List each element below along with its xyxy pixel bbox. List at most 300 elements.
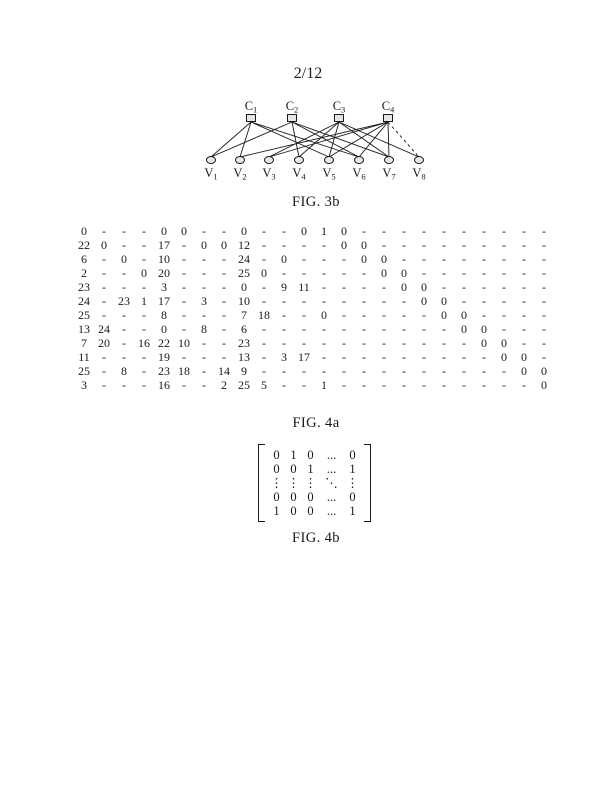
check-node	[335, 115, 344, 122]
matrix-row	[74, 252, 554, 266]
matrix-cell: -	[222, 336, 226, 350]
matrix-cell: -	[262, 294, 266, 308]
matrix-cell: -	[262, 336, 266, 350]
matrix-cell: -	[542, 308, 546, 322]
matrix-cell: -	[122, 336, 126, 350]
check-node-label: $C_2$	[285, 99, 299, 115]
matrix-cell: 0	[541, 364, 547, 378]
matrix-cell: 0	[181, 224, 187, 238]
matrix-cell: -	[382, 364, 386, 378]
matrix-cell: -	[302, 364, 306, 378]
edge	[292, 122, 299, 157]
matrix-cell: 19	[158, 350, 170, 364]
matrix-cell: ⋮	[287, 476, 300, 490]
matrix-cell: 23	[238, 336, 250, 350]
matrix-row	[268, 462, 361, 476]
matrix-row	[74, 322, 554, 336]
matrix-cell: -	[142, 280, 146, 294]
matrix-cell: -	[262, 224, 266, 238]
matrix-cell: -	[462, 294, 466, 308]
matrix-row	[74, 224, 554, 238]
matrix-cell: 25	[238, 266, 250, 280]
matrix-cell: 1	[141, 294, 147, 308]
matrix-cell: -	[362, 280, 366, 294]
matrix-cell: 10	[178, 336, 190, 350]
matrix-cell: -	[542, 322, 546, 336]
matrix-cell: -	[262, 322, 266, 336]
matrix-cell: 0	[161, 322, 167, 336]
variable-node-label: $V_7$	[382, 166, 396, 182]
matrix-cell: -	[402, 350, 406, 364]
matrix-cell: -	[302, 266, 306, 280]
variable-node-label: $V_8$	[412, 166, 426, 182]
matrix-cell: -	[202, 280, 206, 294]
matrix-cell: -	[362, 364, 366, 378]
check-node-label: $C_4$	[381, 99, 395, 115]
matrix-cell: 0	[201, 238, 207, 252]
matrix-cell: -	[402, 238, 406, 252]
matrix-cell: -	[422, 224, 426, 238]
matrix-row	[268, 504, 361, 518]
matrix-cell: -	[282, 294, 286, 308]
matrix-cell: -	[502, 322, 506, 336]
matrix-cell: 0	[501, 336, 507, 350]
matrix-cell: 0	[307, 504, 314, 518]
matrix-cell: 0	[161, 224, 167, 238]
matrix-cell: 0	[141, 266, 147, 280]
variable-node	[415, 157, 424, 164]
matrix-cell: -	[542, 350, 546, 364]
matrix-row	[74, 378, 554, 392]
matrix-cell: 0	[441, 308, 447, 322]
matrix-cell: 23	[78, 280, 90, 294]
matrix-cell: -	[282, 364, 286, 378]
matrix-cell: -	[482, 252, 486, 266]
matrix-cell: -	[362, 322, 366, 336]
matrix-cell: -	[282, 238, 286, 252]
matrix-cell: 0	[273, 462, 280, 476]
matrix-cell: -	[142, 252, 146, 266]
matrix-cell: 20	[98, 336, 110, 350]
matrix-cell: 16	[158, 378, 170, 392]
matrix-cell: 0	[461, 322, 467, 336]
matrix-cell: -	[522, 308, 526, 322]
matrix-cell: -	[342, 266, 346, 280]
matrix-cell: -	[182, 294, 186, 308]
matrix-cell: -	[202, 252, 206, 266]
matrix-cell: -	[542, 336, 546, 350]
matrix-cell: -	[202, 350, 206, 364]
matrix-cell: -	[182, 280, 186, 294]
left-bracket	[258, 444, 265, 522]
matrix-cell: 3	[281, 350, 287, 364]
matrix-cell: -	[342, 308, 346, 322]
variable-node-label: $V_1$	[204, 166, 218, 182]
matrix-cell: -	[482, 294, 486, 308]
matrix-cell: -	[402, 252, 406, 266]
matrix-cell: 0	[349, 448, 356, 462]
matrix-row	[268, 448, 361, 462]
variable-node	[325, 157, 334, 164]
matrix-cell: -	[102, 378, 106, 392]
matrix-cell: -	[122, 308, 126, 322]
matrix-cell: -	[222, 280, 226, 294]
matrix-cell: 0	[321, 308, 327, 322]
matrix-cell: -	[442, 322, 446, 336]
matrix-cell: 0	[441, 294, 447, 308]
matrix-cell: -	[502, 280, 506, 294]
matrix-cell: -	[542, 266, 546, 280]
matrix-cell: -	[222, 224, 226, 238]
check-node	[288, 115, 297, 122]
matrix-cell: -	[542, 252, 546, 266]
matrix-cell: 8	[201, 322, 207, 336]
matrix-cell: ⋮	[304, 476, 317, 490]
matrix-cell: -	[342, 364, 346, 378]
matrix-cell: -	[382, 322, 386, 336]
matrix-cell: -	[282, 336, 286, 350]
matrix-cell: ⋮	[346, 476, 359, 490]
check-node	[384, 115, 393, 122]
matrix-cell: 3	[161, 280, 167, 294]
matrix-cell: 20	[158, 266, 170, 280]
matrix-cell: -	[342, 252, 346, 266]
matrix-cell: -	[442, 336, 446, 350]
edge	[388, 122, 389, 157]
matrix-cell: -	[302, 238, 306, 252]
matrix-cell: 0	[101, 238, 107, 252]
matrix-cell: -	[422, 266, 426, 280]
matrix-cell: -	[462, 336, 466, 350]
matrix-cell: 18	[178, 364, 190, 378]
matrix-cell: -	[462, 224, 466, 238]
matrix-cell: -	[322, 252, 326, 266]
matrix-cell: -	[442, 364, 446, 378]
matrix-cell: ...	[326, 462, 337, 476]
matrix-cell: -	[362, 224, 366, 238]
matrix-cell: -	[322, 322, 326, 336]
matrix-cell: -	[422, 350, 426, 364]
matrix-cell: 14	[218, 364, 230, 378]
matrix-cell: 16	[138, 336, 150, 350]
matrix-cell: ...	[326, 504, 337, 518]
matrix-row	[74, 308, 554, 322]
matrix-cell: -	[382, 378, 386, 392]
matrix-cell: 0	[121, 252, 127, 266]
matrix-cell: -	[102, 294, 106, 308]
matrix-cell: -	[442, 378, 446, 392]
matrix-cell: 11	[298, 280, 310, 294]
matrix-cell: -	[502, 308, 506, 322]
matrix-cell: -	[522, 294, 526, 308]
matrix-cell: -	[182, 378, 186, 392]
matrix-cell: 6	[81, 252, 87, 266]
matrix-cell: 0	[273, 490, 280, 504]
matrix-cell: ⋮	[270, 476, 283, 490]
matrix-cell: -	[362, 266, 366, 280]
fig3b-caption: FIG. 3b	[292, 194, 340, 210]
matrix-cell: 23	[158, 364, 170, 378]
matrix-row	[74, 238, 554, 252]
matrix-cell: -	[402, 322, 406, 336]
variable-node	[236, 157, 245, 164]
matrix-cell: 0	[481, 336, 487, 350]
matrix-cell: -	[182, 350, 186, 364]
matrix-cell: 17	[158, 294, 170, 308]
matrix-cell: -	[142, 378, 146, 392]
matrix-cell: -	[102, 350, 106, 364]
fig4b-matrix	[258, 444, 371, 522]
matrix-cell: -	[382, 238, 386, 252]
matrix-cell: -	[222, 294, 226, 308]
matrix-cell: -	[322, 280, 326, 294]
matrix-cell: -	[522, 336, 526, 350]
matrix-cell: 0	[381, 266, 387, 280]
matrix-cell: 0	[401, 280, 407, 294]
matrix-cell: -	[322, 266, 326, 280]
matrix-row	[74, 336, 554, 350]
matrix-cell: -	[222, 266, 226, 280]
matrix-row	[268, 490, 361, 504]
matrix-cell: 7	[81, 336, 87, 350]
matrix-cell: -	[482, 266, 486, 280]
matrix-cell: 0	[307, 490, 314, 504]
matrix-cell: -	[342, 322, 346, 336]
matrix-cell: -	[482, 224, 486, 238]
matrix-cell: -	[302, 378, 306, 392]
page-number: 2/12	[293, 65, 323, 82]
matrix-cell: -	[222, 322, 226, 336]
matrix-cell: -	[482, 280, 486, 294]
fig4a-matrix	[74, 224, 554, 392]
variable-node	[385, 157, 394, 164]
matrix-cell: -	[442, 252, 446, 266]
matrix-cell: -	[322, 364, 326, 378]
matrix-cell: ...	[326, 448, 337, 462]
matrix-cell: 1	[290, 448, 297, 462]
matrix-cell: -	[302, 336, 306, 350]
matrix-cell: -	[502, 224, 506, 238]
matrix-cell: 12	[238, 238, 250, 252]
matrix-cell: 22	[78, 238, 90, 252]
matrix-cell: -	[322, 336, 326, 350]
matrix-cell: 23	[118, 294, 130, 308]
matrix-cell: -	[282, 224, 286, 238]
matrix-cell: 0	[521, 350, 527, 364]
matrix-cell: 9	[281, 280, 287, 294]
matrix-cell: -	[482, 364, 486, 378]
matrix-cell: -	[342, 350, 346, 364]
matrix-cell: -	[302, 308, 306, 322]
matrix-cell: -	[342, 294, 346, 308]
matrix-row	[268, 476, 361, 490]
matrix-cell: -	[462, 378, 466, 392]
matrix-cell: 0	[401, 266, 407, 280]
matrix-cell: 1	[321, 378, 327, 392]
matrix-cell: -	[402, 336, 406, 350]
matrix-cell: 11	[78, 350, 90, 364]
matrix-cell: -	[262, 280, 266, 294]
matrix-cell: -	[482, 378, 486, 392]
matrix-cell: -	[402, 364, 406, 378]
matrix-cell: -	[422, 252, 426, 266]
matrix-cell: -	[382, 350, 386, 364]
matrix-cell: -	[182, 266, 186, 280]
check-node-label: $C_3$	[332, 99, 346, 115]
matrix-cell: -	[502, 266, 506, 280]
matrix-cell: -	[362, 336, 366, 350]
matrix-cell: -	[322, 294, 326, 308]
matrix-cell: 9	[241, 364, 247, 378]
matrix-cell: 0	[290, 504, 297, 518]
matrix-cell: -	[442, 266, 446, 280]
matrix-cell: 10	[238, 294, 250, 308]
matrix-cell: -	[402, 224, 406, 238]
matrix-cell: -	[402, 294, 406, 308]
matrix-cell: -	[522, 280, 526, 294]
matrix-cell: -	[482, 238, 486, 252]
matrix-row	[74, 266, 554, 280]
matrix-cell: -	[342, 378, 346, 392]
matrix-cell: -	[262, 364, 266, 378]
matrix-cell: 17	[158, 238, 170, 252]
matrix-cell: -	[542, 238, 546, 252]
matrix-cell: 0	[81, 224, 87, 238]
matrix-cell: -	[202, 308, 206, 322]
matrix-cell: 1	[307, 462, 314, 476]
matrix-cell: -	[122, 238, 126, 252]
matrix-cell: -	[422, 336, 426, 350]
matrix-cell: -	[422, 364, 426, 378]
matrix-cell: 18	[258, 308, 270, 322]
matrix-cell: -	[342, 280, 346, 294]
matrix-cell: -	[542, 224, 546, 238]
matrix-cell: -	[442, 238, 446, 252]
matrix-cell: 25	[78, 308, 90, 322]
matrix-cell: -	[202, 336, 206, 350]
matrix-cell: 0	[281, 252, 287, 266]
matrix-cell: -	[282, 322, 286, 336]
matrix-cell: 0	[481, 322, 487, 336]
matrix-cell: -	[482, 350, 486, 364]
matrix-cell: 0	[461, 308, 467, 322]
matrix-cell: -	[142, 364, 146, 378]
matrix-cell: -	[262, 350, 266, 364]
matrix-cell: -	[322, 238, 326, 252]
matrix-cell: 0	[349, 490, 356, 504]
matrix-cell: -	[142, 308, 146, 322]
matrix-cell: -	[502, 252, 506, 266]
matrix-cell: -	[302, 322, 306, 336]
matrix-cell: -	[262, 238, 266, 252]
matrix-cell: 24	[78, 294, 90, 308]
matrix-cell: -	[342, 336, 346, 350]
matrix-cell: -	[322, 350, 326, 364]
matrix-cell: -	[102, 266, 106, 280]
matrix-cell: 17	[298, 350, 310, 364]
matrix-cell: -	[482, 308, 486, 322]
matrix-cell: ⋱	[325, 476, 338, 490]
matrix-cell: -	[522, 322, 526, 336]
matrix-cell: -	[422, 308, 426, 322]
matrix-cell: -	[102, 224, 106, 238]
matrix-cell: -	[202, 364, 206, 378]
matrix-cell: 13	[78, 322, 90, 336]
matrix-cell: -	[502, 294, 506, 308]
matrix-cell: -	[102, 364, 106, 378]
matrix-cell: -	[122, 266, 126, 280]
matrix-cell: 0	[290, 462, 297, 476]
matrix-cell: 24	[98, 322, 110, 336]
matrix-cell: -	[442, 280, 446, 294]
variable-node-label: $V_6$	[352, 166, 366, 182]
matrix-cell: -	[462, 252, 466, 266]
variable-node-label: $V_3$	[262, 166, 276, 182]
matrix-cell: -	[422, 378, 426, 392]
matrix-cell: -	[122, 350, 126, 364]
matrix-cell: -	[542, 294, 546, 308]
matrix-cell: -	[462, 350, 466, 364]
matrix-cell: -	[182, 308, 186, 322]
matrix-cell: -	[362, 294, 366, 308]
fig4b-grid	[265, 444, 364, 522]
matrix-cell: -	[502, 238, 506, 252]
fig4b-caption: FIG. 4b	[292, 530, 340, 546]
matrix-cell: 5	[261, 378, 267, 392]
matrix-cell: 0	[541, 378, 547, 392]
matrix-cell: -	[502, 378, 506, 392]
matrix-cell: 0	[301, 224, 307, 238]
matrix-cell: -	[462, 266, 466, 280]
matrix-cell: 0	[241, 280, 247, 294]
matrix-cell: -	[142, 238, 146, 252]
matrix-cell: -	[262, 252, 266, 266]
matrix-cell: -	[302, 294, 306, 308]
matrix-cell: 0	[307, 448, 314, 462]
matrix-cell: -	[362, 308, 366, 322]
variable-node	[265, 157, 274, 164]
variable-node-label: $V_5$	[322, 166, 336, 182]
matrix-cell: -	[422, 238, 426, 252]
tanner-graph	[0, 0, 600, 190]
matrix-cell: 13	[238, 350, 250, 364]
matrix-cell: -	[222, 252, 226, 266]
matrix-cell: -	[142, 224, 146, 238]
matrix-cell: -	[102, 252, 106, 266]
matrix-cell: -	[462, 238, 466, 252]
matrix-cell: 22	[158, 336, 170, 350]
matrix-cell: -	[222, 308, 226, 322]
matrix-cell: -	[442, 224, 446, 238]
matrix-cell: -	[202, 224, 206, 238]
matrix-cell: -	[462, 364, 466, 378]
matrix-cell: -	[362, 378, 366, 392]
right-bracket	[364, 444, 371, 522]
matrix-cell: -	[522, 224, 526, 238]
matrix-cell: -	[542, 280, 546, 294]
dashed-edge	[388, 122, 419, 157]
matrix-cell: -	[302, 252, 306, 266]
matrix-cell: 0	[290, 490, 297, 504]
matrix-cell: -	[102, 308, 106, 322]
edge	[292, 122, 359, 157]
matrix-cell: 0	[421, 294, 427, 308]
matrix-cell: -	[402, 378, 406, 392]
matrix-row	[74, 280, 554, 294]
edge	[292, 122, 389, 157]
matrix-row	[74, 350, 554, 364]
matrix-cell: 0	[501, 350, 507, 364]
